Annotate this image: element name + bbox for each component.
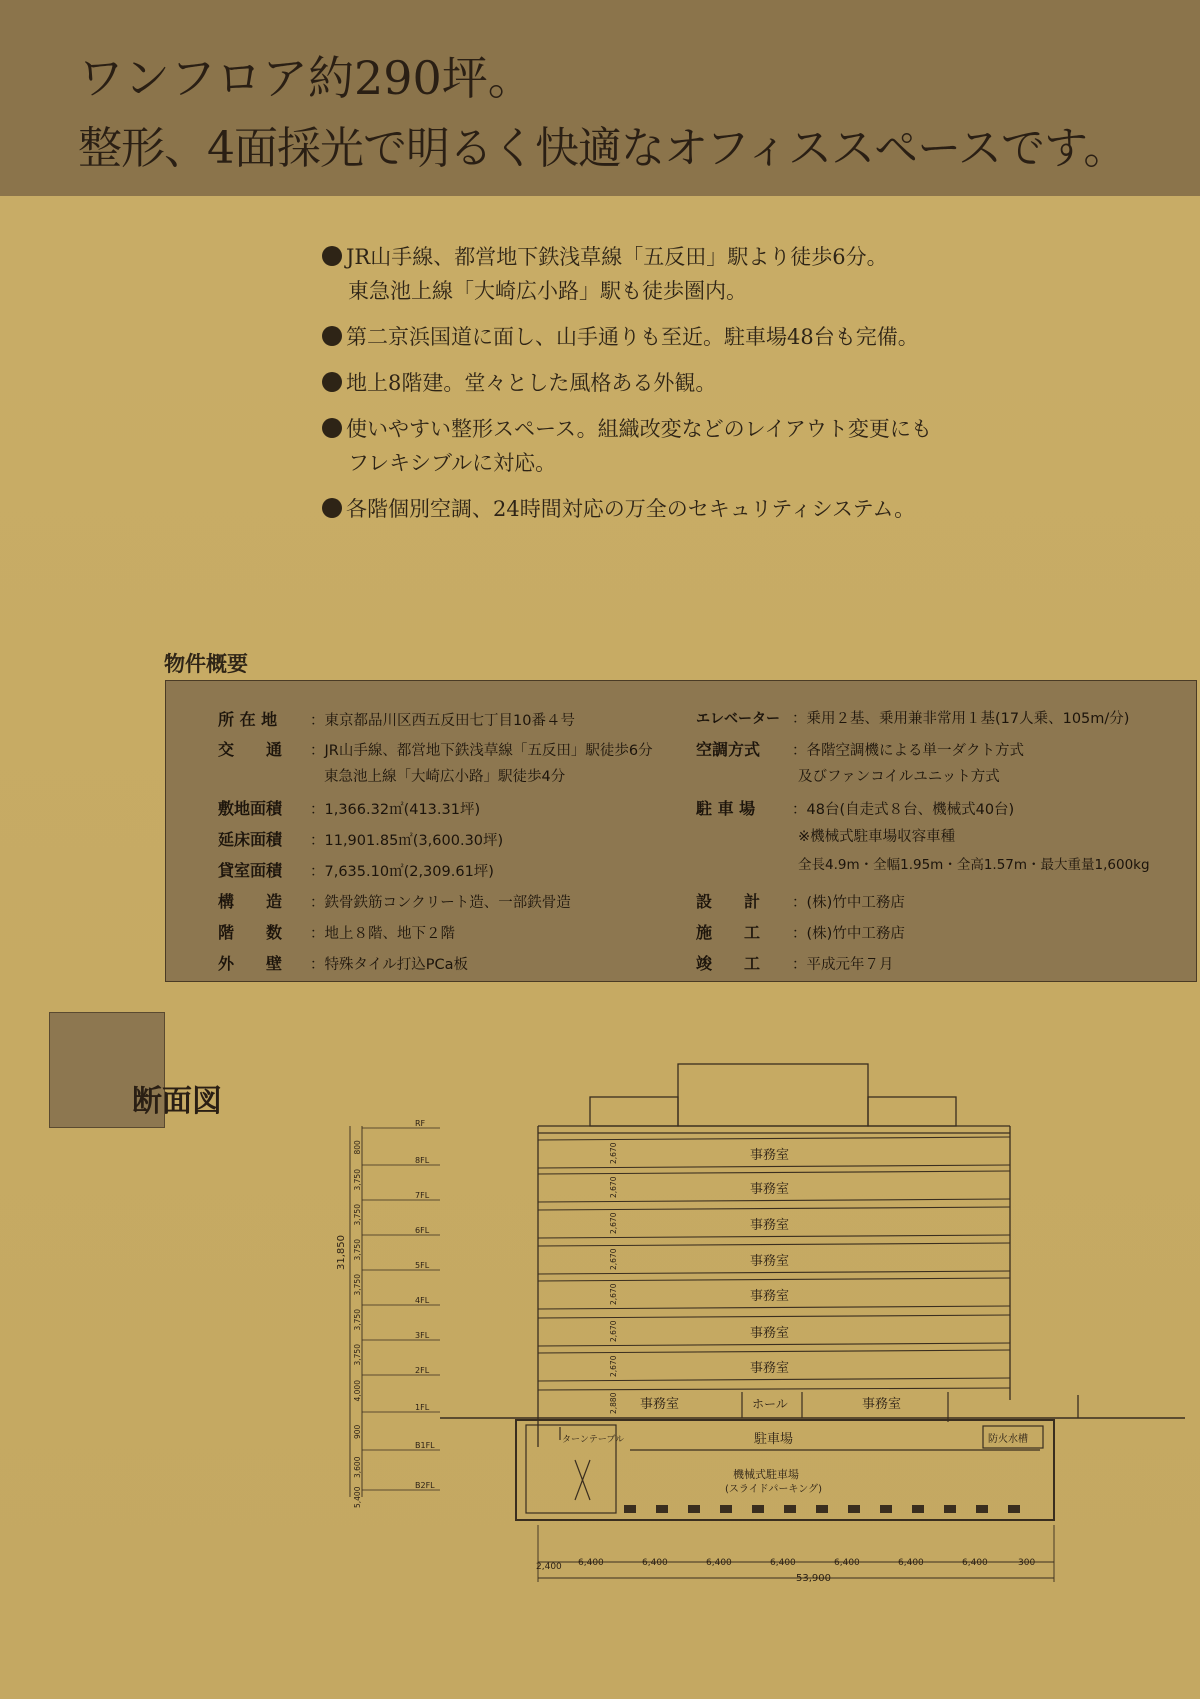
ceiling-height-label: 2,670 xyxy=(609,1142,618,1164)
summary-label: 敷地面積 xyxy=(218,799,283,818)
floor-height-label: 4,000 xyxy=(353,1380,362,1402)
feature-text: 使いやすい整形スペース。組織改変などのレイアウト変更にも xyxy=(346,417,932,441)
summary-row xyxy=(324,765,565,786)
column-mark xyxy=(912,1505,924,1513)
room-label-mech-parking: 機械式駐車場 xyxy=(733,1468,799,1481)
room-label-parking: 駐車場 xyxy=(754,1432,794,1447)
column-mark xyxy=(944,1505,956,1513)
span-label: 6,400 xyxy=(834,1558,860,1568)
column-mark xyxy=(752,1505,764,1513)
room-label-hall: ホール xyxy=(752,1397,788,1411)
span-label: 6,400 xyxy=(642,1558,668,1568)
span-label: 6,400 xyxy=(578,1558,604,1568)
floor-level-label: 1FL xyxy=(415,1403,430,1412)
summary-row xyxy=(798,825,955,846)
column-mark xyxy=(624,1505,636,1513)
feature-item xyxy=(322,492,1022,526)
floor-slab xyxy=(538,1306,1010,1309)
summary-row: 所 在 地 ：東京都品川区西五反田七丁目10番４号 xyxy=(218,707,575,730)
column-mark xyxy=(816,1505,828,1513)
summary-row: 駐 車 場 ：48台(自走式８台、機械式40台) xyxy=(696,796,1014,819)
room-label-office: 事務室 xyxy=(750,1326,790,1341)
floor-height-label: 3,750 xyxy=(353,1344,362,1366)
column-mark xyxy=(880,1505,892,1513)
summary-row: 延床面積 ：11,901.85㎡(3,600.30坪) xyxy=(218,827,503,850)
section-title: 断面図 xyxy=(132,1084,222,1119)
floor-slab xyxy=(538,1378,1010,1381)
column-mark xyxy=(976,1505,988,1513)
floor-slab xyxy=(538,1350,1010,1353)
feature-list xyxy=(322,240,1022,538)
span-label: 6,400 xyxy=(770,1558,796,1568)
bullet-icon xyxy=(322,246,342,266)
summary-row: 敷地面積 ：1,366.32㎡(413.31坪) xyxy=(218,796,480,819)
summary-title: 物件概要 xyxy=(164,652,248,676)
floor-level-label: 6FL xyxy=(415,1226,430,1235)
floor-slab xyxy=(538,1165,1010,1168)
floor-level-label: 8FL xyxy=(415,1156,430,1165)
floor-slab xyxy=(538,1235,1010,1238)
feature-text: JR山手線、都営地下鉄浅草線「五反田」駅より徒歩6分。 xyxy=(346,245,888,269)
room-label-office: 事務室 xyxy=(640,1397,680,1412)
summary-label: 貸室面積 xyxy=(218,861,283,880)
column-mark xyxy=(784,1505,796,1513)
summary-value: 11,901.85㎡(3,600.30坪) xyxy=(324,833,504,849)
feature-text: 地上8階建。堂々とした風格ある外観。 xyxy=(346,371,717,395)
room-label-office: 事務室 xyxy=(750,1218,790,1233)
floor-level-label: 7FL xyxy=(415,1191,430,1200)
summary-value: 48台(自走式８台、機械式40台) xyxy=(806,802,1015,818)
bullet-icon xyxy=(322,498,342,518)
floor-slab xyxy=(538,1315,1010,1318)
summary-value: JR山手線、都営地下鉄浅草線「五反田」駅徒歩6分 xyxy=(324,743,653,759)
summary-label: 空調方式 xyxy=(696,740,761,759)
summary-label: 延床面積 xyxy=(218,830,283,849)
summary-box xyxy=(165,680,1197,982)
span-label: 300 xyxy=(1018,1558,1036,1568)
penthouse xyxy=(678,1064,868,1126)
floor-height-label: 5,400 xyxy=(353,1486,362,1508)
floor-level-label: 3FL xyxy=(415,1331,430,1340)
ceiling-height-label: 2,670 xyxy=(609,1283,618,1305)
summary-row: 空調方式 ：各階空調機による単一ダクト方式 xyxy=(696,737,1024,760)
room-label-water-tank: 防火水槽 xyxy=(988,1434,1028,1445)
floor-level-label: RF xyxy=(415,1119,426,1128)
feature-text: 第二京浜国道に面し、山手通りも至近。駐車場48台も完備。 xyxy=(346,325,919,349)
summary-label: 外 壁 xyxy=(218,954,283,973)
summary-row: エレベーター ：乗用２基、乗用兼非常用１基(17人乗、105m/分) xyxy=(696,707,1129,728)
summary-value: 地上８階、地下２階 xyxy=(324,926,455,942)
summary-row: 設 計 ：(株)竹中工務店 xyxy=(696,889,905,912)
room-label-office: 事務室 xyxy=(750,1254,790,1269)
summary-row: 貸室面積 ：7,635.10㎡(2,309.61坪) xyxy=(218,858,494,881)
summary-value: 乗用２基、乗用兼非常用１基(17人乗、105m/分) xyxy=(806,711,1130,727)
summary-row: 構 造 ：鉄骨鉄筋コンクリート造、一部鉄骨造 xyxy=(218,889,571,912)
feature-item xyxy=(322,366,1022,400)
ceiling-height-label: 2,670 xyxy=(609,1176,618,1198)
summary-label: エレベーター xyxy=(696,711,780,727)
headline-line-2: 整形、4面採光で明るく快適なオフィススペースです。 xyxy=(78,123,1127,174)
floor-height-label: 3,750 xyxy=(353,1239,362,1261)
summary-label: 構 造 xyxy=(218,892,283,911)
feature-item xyxy=(322,240,1022,308)
summary-row xyxy=(798,765,1000,786)
ceiling-height-label: 2,670 xyxy=(609,1248,618,1270)
summary-value: 平成元年７月 xyxy=(806,957,894,973)
ceiling-height-label: 2,670 xyxy=(609,1212,618,1234)
floor-level-label: 4FL xyxy=(415,1296,430,1305)
floor-slab xyxy=(538,1137,1010,1140)
summary-label: 竣 工 xyxy=(696,954,761,973)
summary-value: 1,366.32㎡(413.31坪) xyxy=(324,802,481,818)
total-width: 53,900 xyxy=(796,1573,831,1584)
floor-slab xyxy=(538,1278,1010,1281)
room-label-mech-parking-sub: (スライドパーキング) xyxy=(725,1484,823,1495)
summary-value: (株)竹中工務店 xyxy=(806,926,905,942)
section-diagram xyxy=(0,1050,1200,1610)
floor-slab xyxy=(538,1171,1010,1174)
summary-label: 交 通 xyxy=(218,740,283,759)
summary-value: 各階空調機による単一ダクト方式 xyxy=(806,743,1024,759)
floor-height-label: 3,750 xyxy=(353,1204,362,1226)
feature-text-cont: フレキシブルに対応。 xyxy=(348,451,557,475)
summary-value: ※機械式駐車場収容車種 xyxy=(798,829,956,845)
summary-value: 7,635.10㎡(2,309.61坪) xyxy=(324,864,494,880)
ceiling-height-label: 2,670 xyxy=(609,1355,618,1377)
summary-row: 交 通 ：JR山手線、都営地下鉄浅草線「五反田」駅徒歩6分 xyxy=(218,737,653,760)
header-band xyxy=(0,0,1200,196)
floor-slab xyxy=(538,1271,1010,1274)
room-label-turntable: ターンテーブル xyxy=(562,1435,625,1445)
column-mark xyxy=(1008,1505,1020,1513)
feature-item xyxy=(322,412,1022,480)
summary-value: 鉄骨鉄筋コンクリート造、一部鉄骨造 xyxy=(324,895,571,911)
summary-label: 設 計 xyxy=(696,892,761,911)
summary-value: 特殊タイル打込PCa板 xyxy=(324,957,468,973)
room-label-office: 事務室 xyxy=(750,1182,790,1197)
span-label: 6,400 xyxy=(898,1558,924,1568)
floor-height-label: 800 xyxy=(353,1140,362,1155)
summary-value: 東急池上線「大崎広小路」駅徒歩4分 xyxy=(324,769,566,785)
room-label-office: 事務室 xyxy=(750,1289,790,1304)
summary-label: 所 在 地 xyxy=(218,710,278,729)
summary-row: 階 数 ：地上８階、地下２階 xyxy=(218,920,455,943)
floor-height-label: 3,750 xyxy=(353,1309,362,1331)
span-label: 6,400 xyxy=(962,1558,988,1568)
feature-text: 各階個別空調、24時間対応の万全のセキュリティシステム。 xyxy=(346,497,916,521)
summary-value: (株)竹中工務店 xyxy=(806,895,905,911)
summary-label: 施 工 xyxy=(696,923,761,942)
summary-row: 施 工 ：(株)竹中工務店 xyxy=(696,920,905,943)
room-label-office: 事務室 xyxy=(750,1361,790,1376)
ceiling-height-label: 2,670 xyxy=(609,1320,618,1342)
room-label-office: 事務室 xyxy=(750,1148,790,1163)
floor-height-label: 3,600 xyxy=(353,1456,362,1478)
floor-height-label: 3,750 xyxy=(353,1169,362,1191)
floor-slab xyxy=(538,1243,1010,1246)
floor-height-label: 900 xyxy=(353,1424,362,1439)
summary-row xyxy=(798,853,1150,873)
floor-slab xyxy=(538,1388,1010,1390)
bullet-icon xyxy=(322,372,342,392)
summary-value: 東京都品川区西五反田七丁目10番４号 xyxy=(324,713,575,729)
summary-row: 外 壁 ：特殊タイル打込PCa板 xyxy=(218,951,468,974)
floor-slab xyxy=(538,1207,1010,1210)
feature-item xyxy=(322,320,1022,354)
column-mark xyxy=(720,1505,732,1513)
column-mark xyxy=(656,1505,668,1513)
total-height: 31,850 xyxy=(336,1235,347,1270)
summary-value: 全長4.9m・全幅1.95m・全高1.57m・最大重量1,600kg xyxy=(798,857,1150,873)
span-label: 6,400 xyxy=(706,1558,732,1568)
floor-slab xyxy=(538,1343,1010,1346)
summary-row: 竣 工 ：平成元年７月 xyxy=(696,951,894,974)
floor-level-label: 2FL xyxy=(415,1366,430,1375)
feature-text-cont: 東急池上線「大崎広小路」駅も徒歩圏内。 xyxy=(348,279,747,303)
column-mark xyxy=(688,1505,700,1513)
floor-level-label: B1FL xyxy=(415,1441,435,1450)
floor-height-label: 3,750 xyxy=(353,1274,362,1296)
floor-level-label: B2FL xyxy=(415,1481,435,1490)
summary-value: 及びファンコイルユニット方式 xyxy=(798,769,1000,785)
ceiling-height-label: 2,880 xyxy=(609,1392,618,1414)
column-mark xyxy=(848,1505,860,1513)
headline-line-1: ワンフロア約290坪。 xyxy=(78,51,534,105)
span-label: 2,400 xyxy=(536,1562,562,1572)
bullet-icon xyxy=(322,418,342,438)
room-label-office: 事務室 xyxy=(862,1397,902,1412)
floor-slab xyxy=(538,1199,1010,1202)
floor-level-label: 5FL xyxy=(415,1261,430,1270)
summary-label: 階 数 xyxy=(218,923,283,942)
bullet-icon xyxy=(322,326,342,346)
summary-label: 駐 車 場 xyxy=(696,799,756,818)
